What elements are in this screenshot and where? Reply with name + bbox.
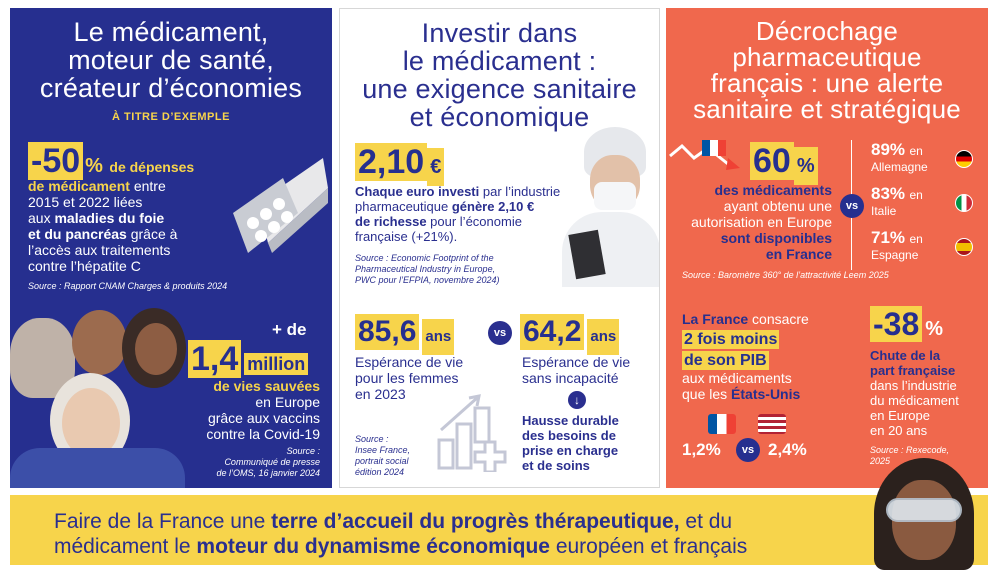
declining-arrow-icon <box>668 138 748 174</box>
percent-sign: % <box>85 155 103 177</box>
stat-1-4-million <box>188 340 308 378</box>
country-germany: 89% en Allemagne <box>871 140 981 184</box>
stat-2-10-value: 2,10 <box>355 143 427 181</box>
footer-line-2: médicament le moteur du dynamisme économique européen et français <box>54 535 748 558</box>
woman-goggles-photo <box>868 458 980 570</box>
example-kicker: À TITRE D’EXEMPLE <box>112 111 230 123</box>
life-expectancy-women: 85,6 ans <box>355 314 454 355</box>
spain-flag-icon <box>955 238 973 256</box>
stat-minus-50-text: de médicament entre 2015 et 2022 liées aux maladies du foie et du pancréas grâce à l’accès aux traitements contre l’hépatite C <box>28 178 178 274</box>
usa-flag-icon <box>758 414 786 434</box>
italy-flag-icon <box>955 194 973 212</box>
france-flag-icon <box>708 414 736 434</box>
footer-line-1: Faire de la France une terre d’accueil du progrès thérapeutique, et du <box>54 510 733 533</box>
life-expectancy-healthy-value: 64,2 <box>520 314 584 350</box>
life-expectancy-healthy-text: Espérance de vie sans incapacité <box>522 354 631 386</box>
stat-minus-50: -50 % de dépenses <box>28 142 194 180</box>
stat-minus-38-text: Chute de la part française dans l’industrie du médicament en Europe en 20 ans <box>870 348 959 438</box>
euro-sign: € <box>427 148 444 186</box>
vs-badge: vs <box>840 194 864 218</box>
percent-sign: % <box>794 147 818 185</box>
stat-2-10 <box>355 143 444 186</box>
middle-panel-title: Investir dans le médicament : une exigence sanitaire et économique <box>362 18 637 132</box>
hausse-text: Hausse durable des besoins de prise en charge et de soins <box>522 413 619 473</box>
family-photo <box>10 298 185 488</box>
stat-minus-50-value: -50 <box>28 142 83 180</box>
source-cnam: Source : Rapport CNAM Charges & produits 2024 <box>28 281 228 291</box>
left-panel-title: Le médicament, moteur de santé, créateur d’économies <box>39 17 303 103</box>
plus-de-label: + de <box>272 320 307 339</box>
source-insee: Source : Insee France, portrait social édition 2024 <box>355 434 411 477</box>
source-rexecode: Source : Rexecode, 2025 <box>870 445 950 466</box>
life-expectancy-women-text: Espérance de vie pour les femmes en 2023 <box>355 354 464 402</box>
stat-minus-38 <box>870 306 943 342</box>
vs-badge: vs <box>736 438 760 462</box>
source-leem: Source : Baromètre 360° de l’attractivité Leem 2025 <box>682 270 889 280</box>
pill-box-illustration <box>228 158 328 268</box>
stat-60 <box>750 142 818 185</box>
pib-comparison-text: La France consacre 2 fois moins de son PIB aux médicaments que les États-Unis <box>682 311 809 402</box>
stat-1-4-value: 1,4 <box>188 340 241 378</box>
country-italy: 83% en Italie <box>871 184 981 228</box>
pib-pct-france: 1,2% <box>682 440 721 459</box>
source-oms: Source : Communiqué de presse de l’OMS, 16 janvier 2024 <box>216 446 320 478</box>
right-panel-title: Décrochage pharmaceutique français : une alerte sanitaire et stratégique <box>693 16 961 124</box>
footer-banner <box>10 495 988 565</box>
left-panel <box>10 8 332 488</box>
stat-1-4-text: de vies sauvées en Europe grâce aux vaccins contre la Covid-19 <box>206 378 320 442</box>
life-expectancy-women-value: 85,6 <box>355 314 419 350</box>
down-arrow-icon: ↓ <box>568 391 586 409</box>
life-expectancy-healthy: 64,2 ans <box>520 314 619 355</box>
stat-60-text: des médicaments ayant obtenu une autorisation en Europe sont disponibles en France <box>691 182 832 262</box>
percent-sign: % <box>925 318 944 340</box>
stat-60-value: 60 <box>750 142 794 180</box>
growth-health-icon <box>435 394 510 472</box>
stat-2-10-text: Chaque euro investi par l’industrie pharmaceutique génère 2,10 € de richesse pour l’économie française (+21%). <box>355 184 561 244</box>
country-spain: 71% en Espagne <box>871 228 981 272</box>
country-comparison-list <box>871 140 981 272</box>
million-label: million <box>244 353 308 375</box>
pib-pct-usa: 2,4% <box>768 440 807 459</box>
scientist-photo <box>562 127 660 287</box>
right-panel <box>666 8 988 488</box>
middle-panel <box>339 8 660 488</box>
stat-minus-38-value: -38 <box>870 306 922 342</box>
vs-badge: vs <box>488 321 512 345</box>
germany-flag-icon <box>955 150 973 168</box>
source-pwc: Source : Economic Footprint of the Pharmaceutical Industry in Europe, PWC pour l’EFPIA, novembre 2024) <box>355 253 500 285</box>
